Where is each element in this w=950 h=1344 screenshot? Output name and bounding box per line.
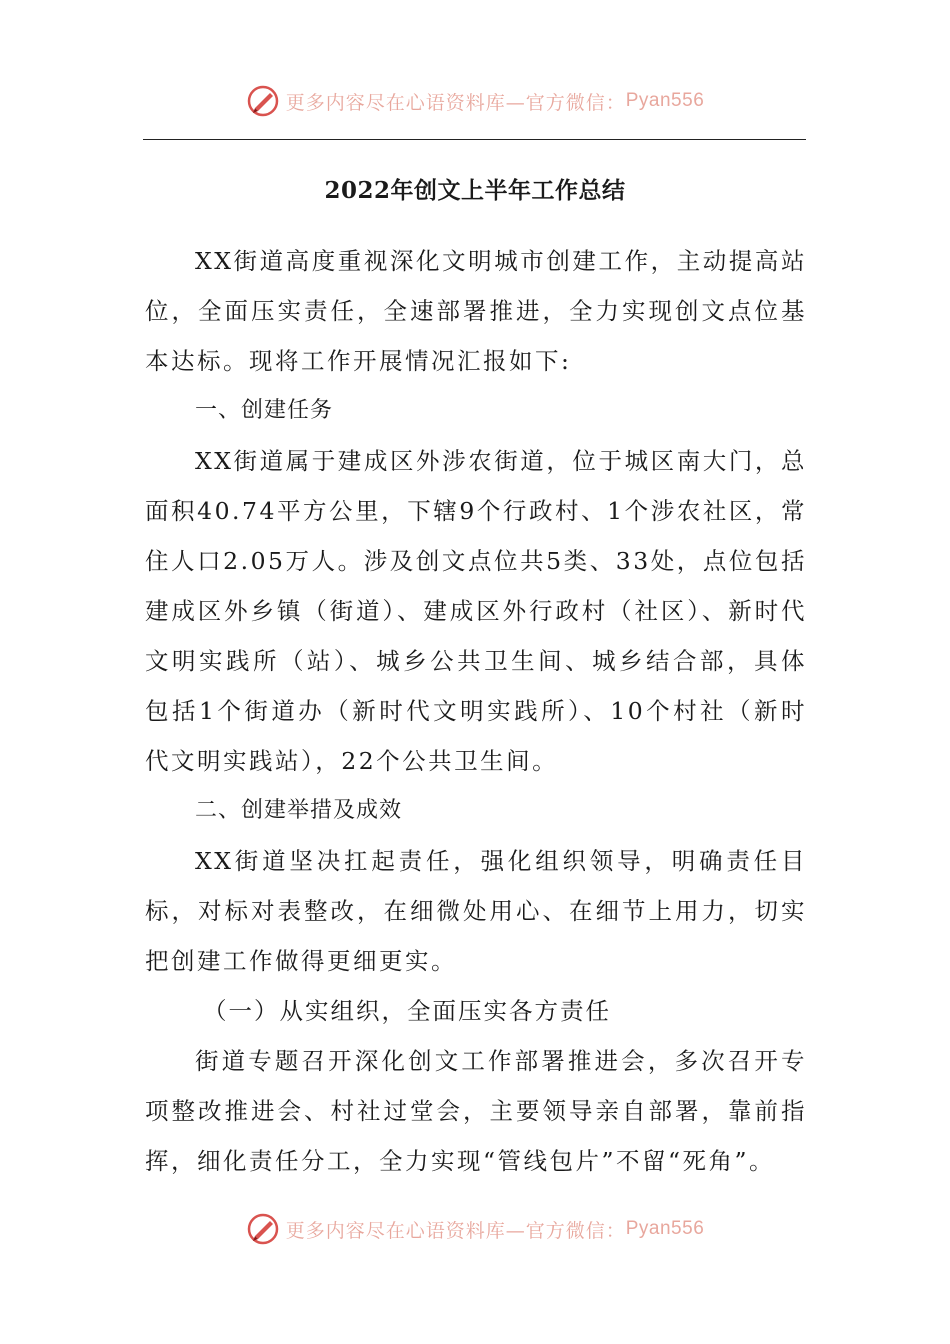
section-heading-measures: 二、创建举措及成效 (195, 798, 403, 823)
subsection-heading-organization: （一）从实组织，全面压实各方责任 (203, 997, 611, 1025)
intro-paragraph: XX街道高度重视深化文明城市创建工作，主动提高站位，全面压实责任，全速部署推进，全力实现创文点位基本达标。现将工作开展情况汇报如下: (145, 247, 807, 375)
header-watermark (0, 84, 950, 118)
document-title: 2022年创文上半年工作总结 (324, 177, 626, 204)
measures-paragraph: XX街道坚决扛起责任，强化组织领导，明确责任目标，对标对表整改，在细微处用心、在细节上用力，切实把创建工作做得更细更实。 (145, 847, 807, 975)
footer-watermark (0, 1212, 950, 1246)
watermark-text: 更多内容尽在心语资料库—官方微信： (285, 91, 626, 114)
watermark-text: 更多内容尽在心语资料库—官方微信： (285, 1219, 626, 1242)
watermark-wechat-id: Pyan556 (625, 90, 705, 111)
section-heading-tasks: 一、创建任务 (195, 398, 334, 423)
document-body (145, 236, 807, 1186)
pen-logo-icon (246, 1212, 280, 1246)
organization-paragraph: 街道专题召开深化创文工作部署推进会，多次召开专项整改推进会、村社过堂会，主要领导亲自部署，靠前指挥，细化责任分工，全力实现“管线包片”不留“死角”。 (145, 1047, 807, 1175)
pen-logo-icon (246, 84, 280, 118)
header-rule (143, 139, 806, 140)
tasks-paragraph: XX街道属于建成区外涉农街道，位于城区南大门，总面积40.74平方公里，下辖9个行政村、1个涉农社区，常住人口2.05万人。涉及创文点位共5类、33处，点位包括建成区外乡镇（街道）、建成区外行政村（社区）、新时代文明实践所（站）、城乡公共卫生间、城乡结合部，具体包括1个街道办（新时代文明实践所）、10个村社（新时代文明实践站），22个公共卫生间。 (145, 447, 807, 775)
watermark-wechat-id: Pyan556 (625, 1218, 705, 1239)
